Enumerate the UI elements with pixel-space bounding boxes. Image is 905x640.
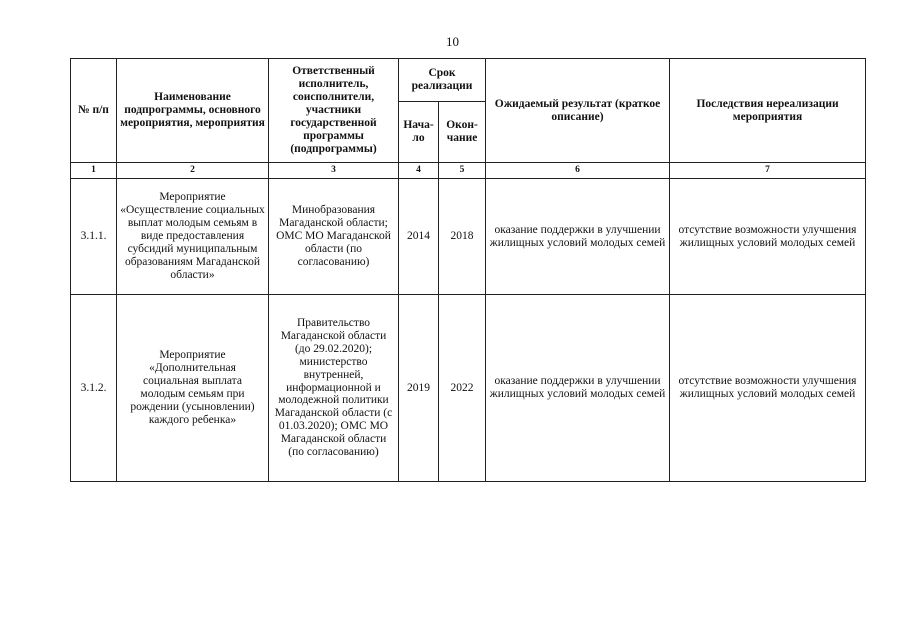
header-name: Наименование подпрограммы, основного мероприятия, мероприятия [117,59,269,163]
column-number: 6 [486,163,670,179]
column-number: 2 [117,163,269,179]
row-num: 3.1.2. [71,295,117,482]
header-num: № п/п [71,59,117,163]
column-number: 5 [439,163,486,179]
column-number: 4 [399,163,439,179]
row-end: 2018 [439,179,486,295]
row-name: Мероприятие «Дополнительная социальная выплата молодым семьям при рождении (усыновлении) каждого ребенка» [117,295,269,482]
row-consequences: отсутствие возможности улучшения жилищных условий молодых семей [670,295,866,482]
header-consequences: Последствия нереализации мероприятия [670,59,866,163]
program-table [70,58,866,482]
row-end: 2022 [439,295,486,482]
page-number: 10 [446,34,459,49]
row-name: Мероприятие «Осуществление социальных выплат молодым семьям в виде предоставления субсидий муниципальным образованиям Магаданской области» [117,179,269,295]
header-responsible: Ответственный исполнитель, соисполнители, участники государственной программы (подпрограммы) [269,59,399,163]
row-start: 2019 [399,295,439,482]
header-start: Нача-ло [399,102,439,163]
table-row [71,179,866,295]
column-number: 7 [670,163,866,179]
row-result: оказание поддержки в улучшении жилищных условий молодых семей [486,179,670,295]
column-number: 1 [71,163,117,179]
row-result: оказание поддержки в улучшении жилищных условий молодых семей [486,295,670,482]
table-row [71,295,866,482]
row-num: 3.1.1. [71,179,117,295]
row-responsible: Правительство Магаданской области (до 29.02.2020); министерство внутренней, информационной и молодежной политики Магаданской области (с 01.03.2020); ОМС МО Магаданской области (по согласованию) [269,295,399,482]
header-result: Ожидаемый результат (краткое описание) [486,59,670,163]
column-number: 3 [269,163,399,179]
header-row [71,59,866,102]
column-numbers-row [71,163,866,179]
row-consequences: отсутствие возможности улучшения жилищных условий молодых семей [670,179,866,295]
header-period: Срок реализации [399,59,486,102]
row-responsible: Минобразования Магаданской области; ОМС МО Магаданской области (по согласованию) [269,179,399,295]
header-end: Окон-чание [439,102,486,163]
row-start: 2014 [399,179,439,295]
